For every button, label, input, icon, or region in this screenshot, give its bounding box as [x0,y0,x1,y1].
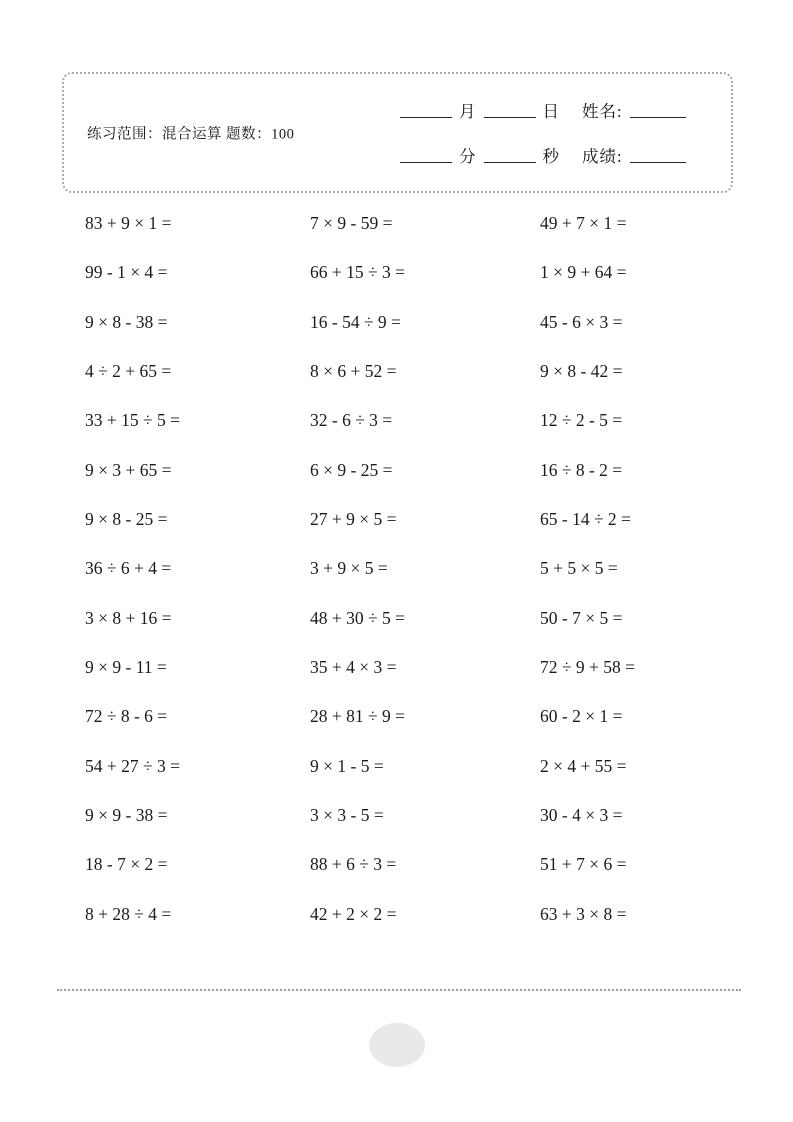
math-problem: 9 × 9 - 38 = [85,805,168,826]
math-problem: 35 + 4 × 3 = [310,657,397,678]
math-problem: 36 ÷ 6 + 4 = [85,558,172,579]
math-problem: 9 × 3 + 65 = [85,459,172,480]
math-problem: 4 ÷ 2 + 65 = [85,361,172,382]
minute-label: 分 [459,147,477,166]
score-blank [630,162,686,163]
second-blank [484,162,536,163]
month-blank [400,117,452,118]
math-problem: 12 ÷ 2 - 5 = [540,410,623,431]
math-problem: 33 + 15 ÷ 5 = [85,410,180,431]
math-problem: 18 - 7 × 2 = [85,854,168,875]
math-problem: 66 + 15 ÷ 3 = [310,262,405,283]
math-problem: 7 × 9 - 59 = [310,213,393,233]
math-problem: 72 ÷ 9 + 58 = [540,657,635,678]
math-problem: 32 - 6 ÷ 3 = [310,410,393,431]
math-problem: 99 - 1 × 4 = [85,262,168,283]
math-problem: 16 ÷ 8 - 2 = [540,459,623,480]
footer-divider [57,989,741,991]
math-problem: 8 + 28 ÷ 4 = [85,903,172,924]
math-problem: 9 × 1 - 5 = [310,755,384,776]
math-problem: 83 + 9 × 1 = [85,213,172,233]
math-problem: 88 + 6 ÷ 3 = [310,854,397,875]
math-problem: 1 × 9 + 64 = [540,262,627,283]
date-line [400,89,686,134]
time-line [400,134,686,179]
math-problem: 42 + 2 × 2 = [310,903,397,924]
math-problem: 3 × 8 + 16 = [85,607,172,628]
second-label: 秒 [542,147,560,166]
math-problem: 9 × 8 - 42 = [540,361,623,382]
math-problem: 72 ÷ 8 - 6 = [85,706,168,727]
math-problem: 63 + 3 × 8 = [540,903,627,924]
math-problem: 49 + 7 × 1 = [540,213,627,233]
practice-info-label: 练习范围：混合运算 题数：100 [87,126,295,142]
math-problem: 60 - 2 × 1 = [540,706,623,727]
header-box [62,72,733,193]
month-label: 月 [459,102,477,121]
header-fill-block [400,89,686,179]
minute-blank [400,162,452,163]
math-problem: 3 + 9 × 5 = [310,558,388,579]
math-problem: 51 + 7 × 6 = [540,854,627,875]
math-problem: 27 + 9 × 5 = [310,509,397,530]
math-problem: 9 × 9 - 11 = [85,657,167,678]
math-problem: 16 - 54 ÷ 9 = [310,311,401,332]
math-problem: 3 × 3 - 5 = [310,805,384,826]
math-problem: 54 + 27 ÷ 3 = [85,755,180,776]
math-problem: 6 × 9 - 25 = [310,459,393,480]
math-problem: 2 × 4 + 55 = [540,755,627,776]
problem-grid [85,199,730,939]
math-problem: 48 + 30 ÷ 5 = [310,607,405,628]
math-problem: 9 × 8 - 25 = [85,509,168,530]
math-problem: 65 - 14 ÷ 2 = [540,509,631,530]
math-problem: 45 - 6 × 3 = [540,311,623,332]
math-problem: 30 - 4 × 3 = [540,805,623,826]
math-problem: 9 × 8 - 38 = [85,311,168,332]
day-label: 日 [542,102,560,121]
math-problem: 50 - 7 × 5 = [540,607,623,628]
math-problem: 5 + 5 × 5 = [540,558,618,579]
math-problem: 28 + 81 ÷ 9 = [310,706,405,727]
math-problem: 8 × 6 + 52 = [310,361,397,382]
name-blank [630,117,686,118]
name-label: 姓名: [582,102,623,121]
score-label: 成绩: [582,147,623,166]
day-blank [484,117,536,118]
footer-decoration-blob [369,1023,425,1067]
